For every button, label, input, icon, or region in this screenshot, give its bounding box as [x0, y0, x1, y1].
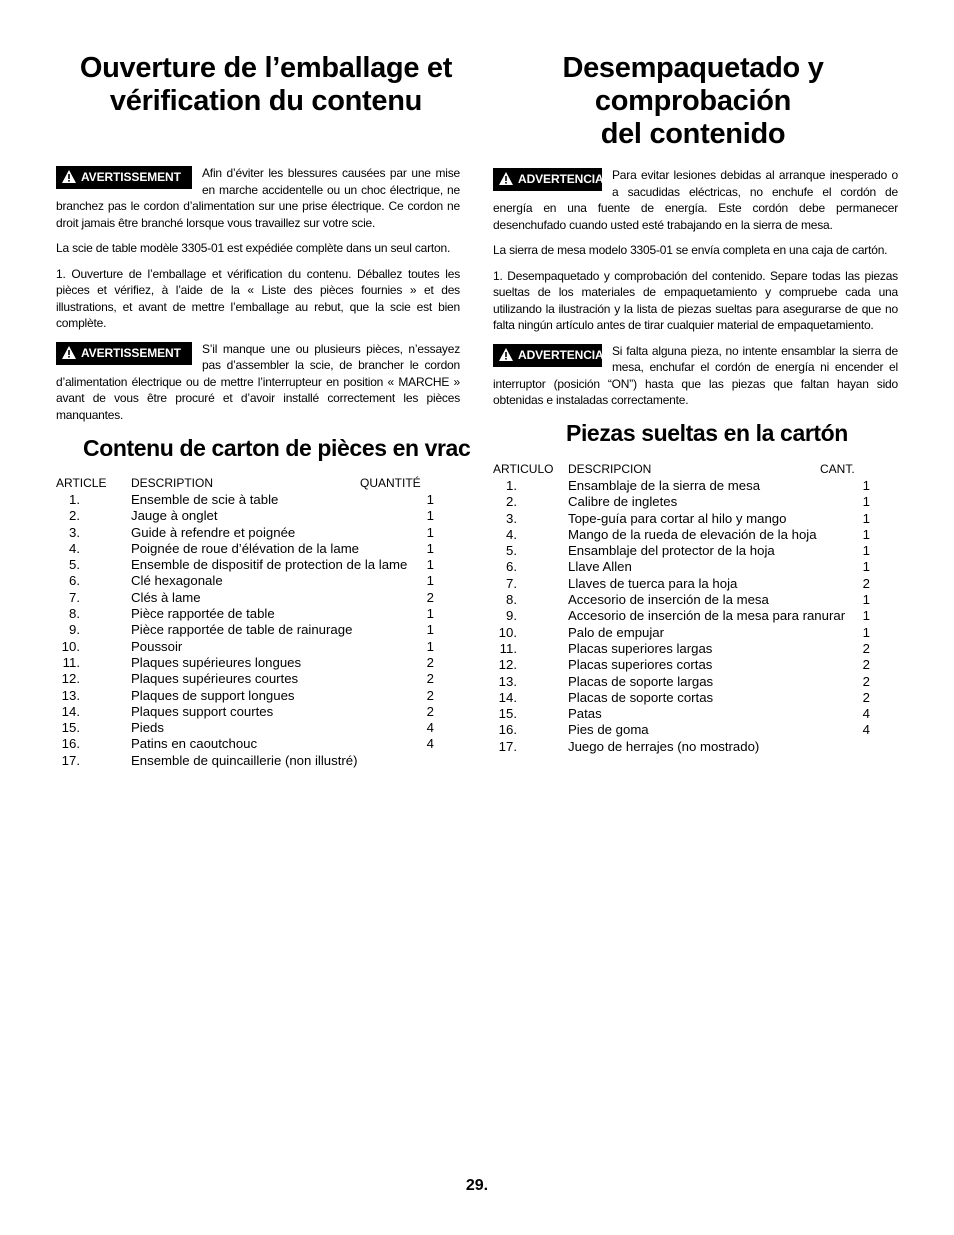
item-quantity: 2: [426, 654, 434, 670]
french-header-description: DESCRIPTION: [131, 476, 214, 490]
item-description: Mango de la rueda de elevación de la hoja: [568, 526, 817, 542]
item-quantity: 1: [426, 573, 434, 589]
french-parts-row: [56, 557, 460, 573]
spanish-title-line-2: comprobación: [594, 85, 792, 117]
spanish-warning-text-1: Para evitar lesiones debidas al arranque inesperado o a sacudidas eléctricas, no enchufe el cordón de energía en una fuente de energía. Este cordón debe permanecer desenchufado cuando usted esté trabajando en la sierra de mesa.: [493, 168, 898, 232]
spanish-warning-text-2: Si falta alguna pieza, no intente ensamblar la sierra de mesa, enchufar el cordón de energía ni encender el interruptor (posición “ON”) hasta que las piezas que faltan hayan sido obtenidas e instaladas correctamente.: [493, 343, 898, 407]
item-quantity: 1: [862, 543, 870, 559]
item-description: Plaques de support longues: [131, 687, 295, 703]
french-warning-text-2: S’il manque une ou plusieurs pièces, n’essayez pas d’assembler la scie, de brancher le cordon d’alimentation électrique ou de mettre l’interrupteur en position « MARCHE » avant de vous être procuré et d’avoir installé correctement les pièces manquantes.: [56, 341, 460, 422]
item-number: 2.: [69, 508, 80, 524]
item-quantity: 2: [426, 703, 434, 719]
item-description: Plaques supérieures courtes: [131, 671, 299, 687]
spanish-title: [473, 52, 913, 151]
spanish-parts-row: [493, 494, 898, 510]
spanish-parts-rows: [493, 478, 898, 755]
french-parts-table: [56, 475, 460, 769]
spanish-warning-1: [493, 167, 898, 233]
item-number: 14.: [498, 689, 517, 705]
item-quantity: 2: [862, 689, 870, 705]
spanish-section-heading: Piezas sueltas en la cartón: [566, 420, 848, 446]
item-quantity: 1: [426, 638, 434, 654]
item-description: Tope-guía para cortar al hilo y mango: [568, 510, 787, 526]
french-parts-row: [56, 655, 460, 671]
item-description: Jauge à onglet: [131, 508, 218, 524]
french-title-line-1: Ouverture de l’emballage et: [79, 52, 453, 84]
item-description: Pies de goma: [568, 722, 649, 738]
french-parts-row: [56, 606, 460, 622]
french-body: [56, 165, 460, 432]
french-parts-row: [56, 622, 460, 638]
spanish-parts-row: [493, 657, 898, 673]
item-number: 8.: [506, 592, 517, 608]
item-number: 15.: [61, 720, 80, 736]
spanish-parts-row: [493, 608, 898, 624]
item-description: Ensemble de dispositif de protection de la lame: [131, 557, 408, 573]
item-number: 4.: [69, 540, 80, 556]
item-description: Poignée de roue d’élévation de la lame: [131, 540, 360, 556]
item-description: Placas de soporte cortas: [568, 689, 714, 705]
item-number: 7.: [506, 575, 517, 591]
item-quantity: 1: [426, 606, 434, 622]
item-description: Placas superiores largas: [568, 640, 713, 656]
item-description: Clés à lame: [131, 589, 201, 605]
item-description: Clé hexagonale: [131, 573, 223, 589]
item-quantity: 1: [426, 540, 434, 556]
item-quantity: 1: [862, 494, 870, 510]
spanish-warning-2: [493, 343, 898, 409]
item-quantity: 2: [862, 640, 870, 656]
item-description: Pieds: [131, 720, 164, 736]
warning-triangle-icon: [62, 346, 76, 359]
item-number: 1.: [506, 478, 517, 493]
french-warning-1: [56, 165, 460, 231]
item-number: 6.: [506, 559, 517, 575]
item-quantity: 1: [862, 592, 870, 608]
item-quantity: 1: [426, 622, 434, 638]
item-quantity: 4: [862, 706, 870, 722]
item-number: 5.: [69, 557, 80, 573]
french-parts-rows: [56, 492, 460, 769]
item-quantity: 2: [862, 673, 870, 689]
item-quantity: 1: [862, 526, 870, 542]
item-number: 7.: [69, 589, 80, 605]
french-parts-row: [56, 704, 460, 720]
spanish-parts-row: [493, 739, 898, 755]
item-number: 13.: [498, 673, 517, 689]
item-description: Placas superiores cortas: [568, 657, 713, 673]
item-number: 11.: [499, 640, 517, 656]
spanish-title-line-3: del contenido: [600, 118, 786, 150]
item-number: 13.: [61, 687, 80, 703]
item-number: 10.: [498, 624, 517, 640]
french-warning-badge-2: [56, 342, 192, 365]
spanish-header-quantity: CANT.: [820, 462, 855, 476]
item-quantity: 4: [862, 722, 870, 738]
spanish-paragraph-1: La sierra de mesa modelo 3305-01 se envía completa en una caja de cartón.: [493, 243, 888, 257]
item-description: Ensamblaje del protector de la hoja: [568, 543, 775, 559]
french-title: [56, 52, 476, 118]
item-description: Pièce rapportée de table de rainurage: [131, 622, 353, 638]
french-header-article: ARTICLE: [56, 476, 107, 490]
spanish-parts-row: [493, 690, 898, 706]
spanish-parts-row: [493, 559, 898, 575]
french-parts-row: [56, 508, 460, 524]
french-parts-row: [56, 492, 460, 508]
item-quantity: 2: [426, 671, 434, 687]
spanish-warning-badge-2: [493, 344, 602, 367]
item-number: 8.: [69, 606, 80, 622]
french-parts-row: [56, 590, 460, 606]
spanish-paragraph-2: 1. Desempaquetado y comprobación del contenido. Separe todas las piezas sueltas de los materiales de empaquetamiento y compruebe cada una utilizando la ilustración y la lista de piezas sueltas para asegurarse de que no falta ningún artículo antes de tirar cualquier material de empaquetamiento.: [493, 268, 898, 332]
item-quantity: 1: [862, 624, 870, 640]
warning-triangle-icon: [62, 170, 76, 183]
spanish-parts-row: [493, 576, 898, 592]
item-description: Accesorio de inserción de la mesa: [568, 592, 769, 608]
spanish-parts-row: [493, 706, 898, 722]
item-number: 17.: [498, 738, 517, 754]
french-parts-row: [56, 753, 460, 769]
french-parts-row: [56, 720, 460, 736]
item-number: 9.: [69, 622, 80, 638]
french-warning-label-2: AVERTISSEMENT: [81, 345, 181, 360]
item-description: Juego de herrajes (no mostrado): [568, 738, 760, 754]
page-number: 29.: [465, 1177, 489, 1194]
spanish-body: [493, 167, 898, 418]
spanish-parts-header: [493, 461, 898, 478]
french-paragraph-2: 1. Ouverture de l’emballage et vérification du contenu. Déballez toutes les pièces et vérifiez, à l’aide de la « Liste des pièces fournies » et des illustrations, et avant de mettre l’emballage au rebut, que la scie est bien complète.: [56, 266, 460, 330]
spanish-parts-row: [493, 511, 898, 527]
item-number: 12.: [61, 671, 80, 687]
item-number: 6.: [69, 573, 80, 589]
item-quantity: 1: [862, 559, 870, 575]
spanish-warning-label-1: ADVERTENCIA: [518, 172, 604, 186]
spanish-warning-label-2: ADVERTENCIA: [518, 347, 604, 362]
warning-triangle-icon: [499, 348, 513, 361]
item-description: Guide à refendre et poignée: [131, 524, 296, 540]
french-paragraph-1: La scie de table modèle 3305-01 est expédiée complète dans un seul carton.: [56, 241, 451, 255]
item-quantity: 2: [426, 687, 434, 703]
spanish-parts-row: [493, 625, 898, 641]
spanish-parts-row: [493, 592, 898, 608]
item-description: Palo de empujar: [568, 624, 665, 640]
item-quantity: 1: [426, 492, 434, 507]
item-number: 9.: [506, 608, 517, 624]
item-description: Llave Allen: [568, 559, 632, 575]
item-description: Plaques support courtes: [131, 703, 274, 719]
item-quantity: 2: [426, 589, 434, 605]
spanish-warning-badge-1: [493, 168, 602, 191]
item-description: Pièce rapportée de table: [131, 606, 275, 622]
item-number: 11.: [62, 654, 80, 670]
item-description: Patins en caoutchouc: [131, 736, 258, 752]
item-description: Placas de soporte largas: [568, 673, 714, 689]
spanish-header-article: ARTICULO: [493, 462, 554, 476]
item-description: Ensamblaje de la sierra de mesa: [568, 478, 761, 493]
item-number: 2.: [506, 494, 517, 510]
item-number: 14.: [61, 703, 80, 719]
item-number: 16.: [61, 736, 80, 752]
item-description: Llaves de tuerca para la hoja: [568, 575, 738, 591]
item-number: 4.: [506, 526, 517, 542]
french-parts-row: [56, 688, 460, 704]
item-number: 16.: [498, 722, 517, 738]
french-parts-row: [56, 639, 460, 655]
item-number: 15.: [498, 706, 517, 722]
spanish-parts-row: [493, 543, 898, 559]
french-title-line-2: vérification du contenu: [109, 85, 423, 117]
item-description: Poussoir: [131, 638, 183, 654]
spanish-parts-row: [493, 478, 898, 494]
item-quantity: 1: [426, 508, 434, 524]
item-number: 3.: [506, 510, 517, 526]
item-description: Accesorio de inserción de la mesa para ranurar: [568, 608, 846, 624]
french-parts-row: [56, 736, 460, 752]
french-warning-text-1: Afin d’éviter les blessures causées par une mise en marche accidentelle ou un choc électrique, ne branchez pas le cordon d’alimentation sur une prise électrique. Ce cordon ne droit jamais être branché lorsque vous travaillez sur votre scie.: [56, 166, 460, 230]
item-quantity: 1: [862, 608, 870, 624]
spanish-title-line-1: Desempaquetado y: [562, 52, 824, 84]
item-number: 3.: [69, 524, 80, 540]
item-quantity: 1: [862, 478, 870, 493]
item-number: 5.: [506, 543, 517, 559]
french-section-heading: Contenu de carton de pièces en vrac: [83, 435, 471, 461]
french-warning-label-1: AVERTISSEMENT: [81, 170, 181, 184]
item-quantity: 4: [426, 720, 434, 736]
item-number: 10.: [61, 638, 80, 654]
spanish-parts-row: [493, 722, 898, 738]
french-header-quantity: QUANTITÉ: [360, 476, 421, 490]
item-number: 12.: [498, 657, 517, 673]
item-description: Plaques supérieures longues: [131, 654, 302, 670]
french-parts-row: [56, 541, 460, 557]
french-parts-row: [56, 671, 460, 687]
french-parts-row: [56, 573, 460, 589]
spanish-parts-table: [493, 461, 898, 755]
item-description: Calibre de ingletes: [568, 494, 678, 510]
item-number: 17.: [61, 752, 80, 768]
spanish-parts-row: [493, 674, 898, 690]
item-quantity: 2: [862, 657, 870, 673]
item-quantity: 1: [426, 557, 434, 573]
french-parts-header: [56, 475, 460, 492]
item-quantity: 1: [862, 510, 870, 526]
item-quantity: 2: [862, 575, 870, 591]
item-quantity: 1: [426, 524, 434, 540]
item-description: Ensemble de quincaillerie (non illustré): [131, 752, 358, 768]
spanish-parts-row: [493, 641, 898, 657]
item-description: Ensemble de scie à table: [131, 492, 279, 507]
warning-triangle-icon: [499, 172, 513, 185]
french-parts-row: [56, 525, 460, 541]
item-description: Patas: [568, 706, 602, 722]
spanish-parts-row: [493, 527, 898, 543]
item-number: 1.: [69, 492, 80, 507]
item-quantity: 4: [426, 736, 434, 752]
french-warning-badge-1: [56, 166, 192, 189]
spanish-header-description: DESCRIPCION: [568, 462, 652, 476]
french-warning-2: [56, 341, 460, 424]
